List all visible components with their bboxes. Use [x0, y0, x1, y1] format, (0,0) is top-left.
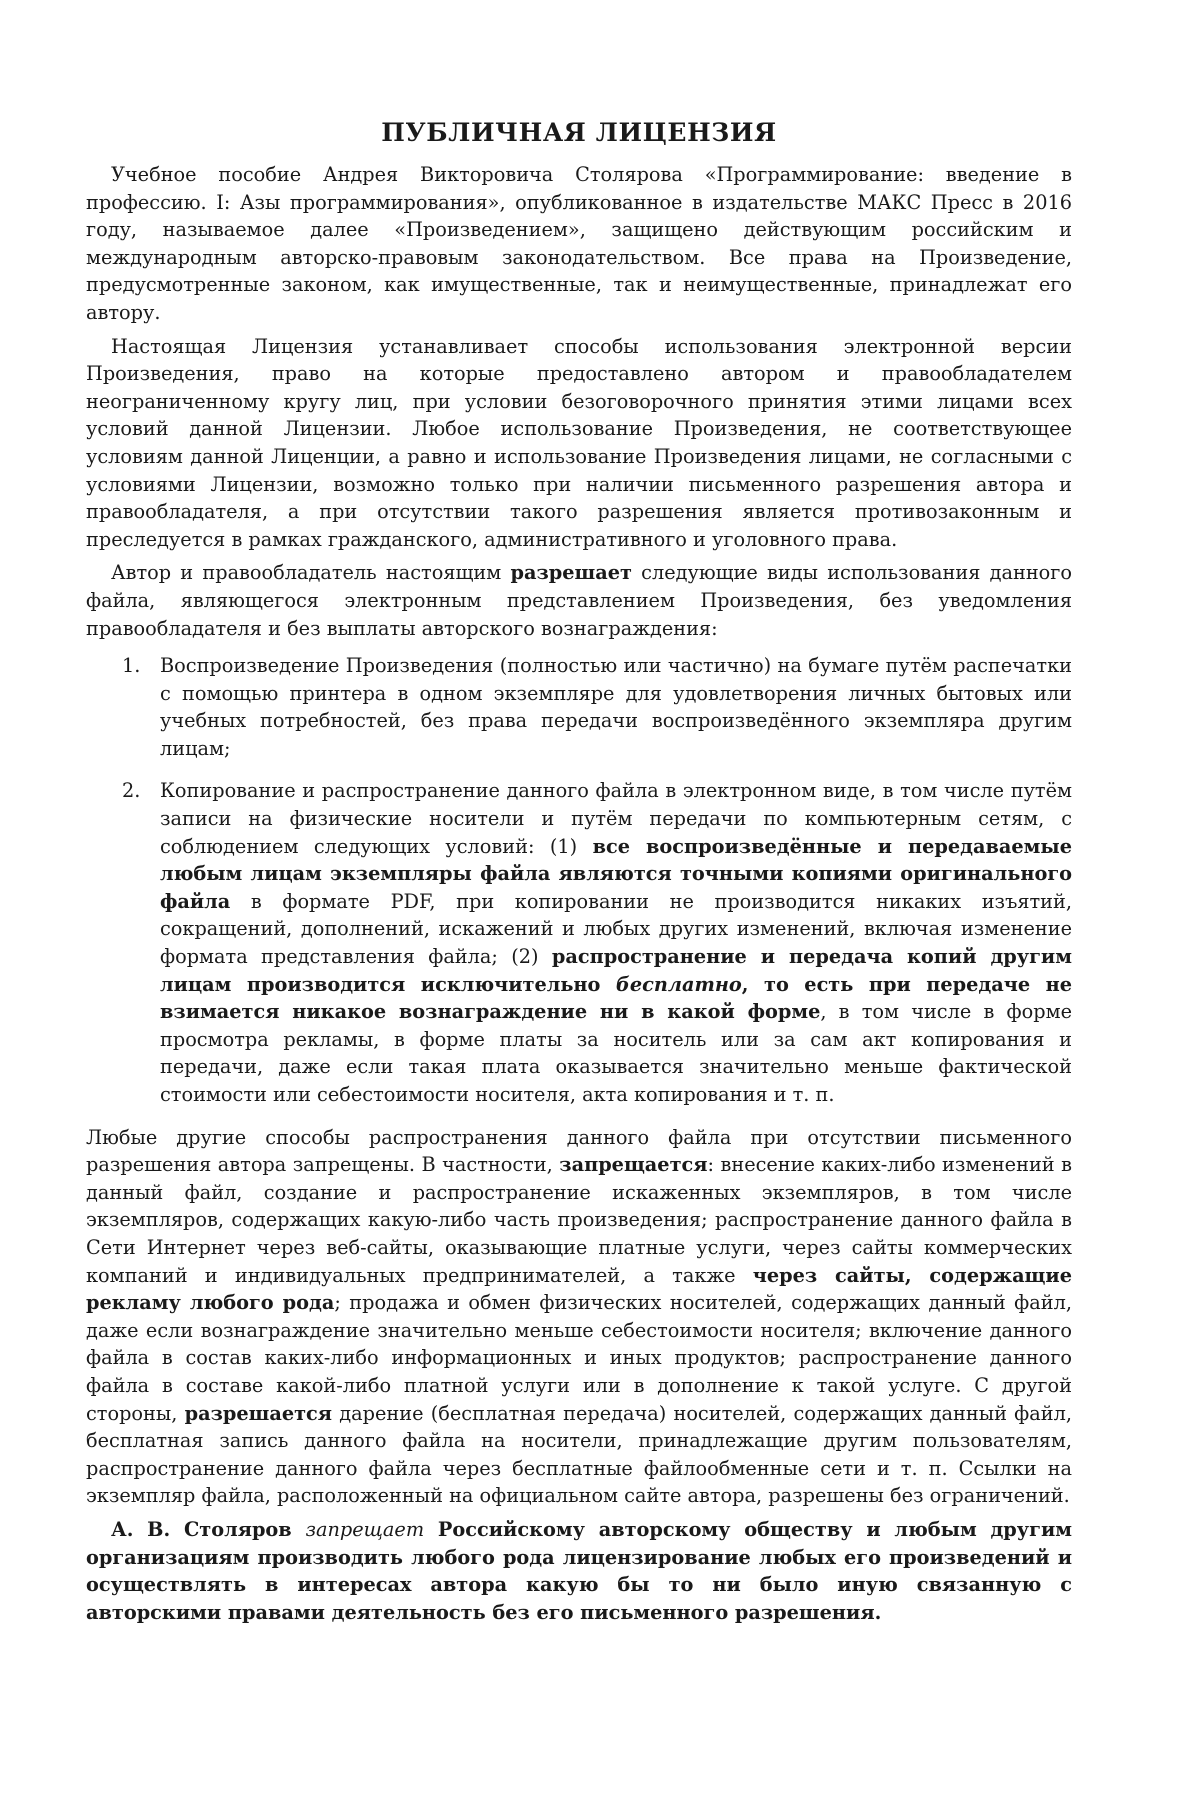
text-segment: распространение и передача копий другим лицам производится исключительно — [160, 945, 1072, 996]
paragraph-permissions-intro — [86, 559, 1072, 642]
paragraph-work-description: Учебное пособие Андрея Викторовича Столярова «Программирование: введение в профессию. I: Азы программирования», опубликованное в издательстве МАКС Пресс в 2016 году, называемое далее «Произведением», защищено действующим российским и международным авторско-правовым законодательством. Все права на Произведение, предусмотренные законом, как имущественные, так и неимущественные, принадлежат его автору. — [86, 163, 1072, 324]
list-item — [122, 652, 1072, 762]
bold-segment: через сайты, содержащие рекламу любого рода — [86, 1263, 1072, 1315]
page-title: ПУБЛИЧНАЯ ЛИЦЕНЗИЯ — [381, 118, 777, 147]
text-segment: дарение (бесплатная передача) носителей, содержащих данный файл, бесплатная запись данного файла на носители, принадлежащие другим пользователям, распространение данного файла через бесплатные файлообменные сети и т. п. Ссылки на экземпляр файла, расположенный на официальном сайте автора, разрешены без ограничений. — [86, 1401, 1073, 1508]
text-segment: Любые другие способы распространения данного файла при отсутствии письменного разрешения автора запрещены. В частности, — [86, 1125, 1072, 1177]
text-segment: : внесение каких-либо изменений в данный файл, создание и распространение искаженных экземпляров, в том числе экземпляров, содержащих какую-либо часть произведения; распространение данного файла в Сети Интернет через веб-сайты, оказывающие платные услуги, через сайты коммерческих компаний и индивидуальных предпринимателей, а также — [86, 1153, 1072, 1287]
list-item-number: 2. — [122, 779, 141, 803]
list-item — [122, 777, 1072, 1108]
bold-segment: разрешается — [184, 1401, 333, 1425]
bold-segment: разрешает — [510, 561, 632, 585]
permissions-list — [86, 652, 1072, 1109]
text-segment: Автор и правообладатель настоящим — [111, 561, 511, 585]
paragraph-prohibitions — [86, 1124, 1072, 1510]
text-segment: в формате PDF, при копировании не производится никаких изъятий, сокращений, дополнений, искажений и любых других изменений, включая изменение формата представления файла; (2) — [160, 889, 1072, 969]
text-segment: следующие виды использования данного файла, являющегося электронным представлением Произведения, без уведомления правообладателя и без выплаты авторского вознаграждения: — [86, 561, 1072, 640]
italic-segment: бесплатно — [615, 972, 742, 996]
list-item-number: 1. — [122, 654, 141, 678]
paragraph-author-statement — [86, 1516, 1072, 1626]
italic-segment: запрещает — [305, 1517, 425, 1541]
bold-segment: все воспроизведённые и передаваемые любым лицам экземпляры файла являются точными копиями оригинального файла — [160, 834, 1072, 913]
bold-segment: запрещается — [559, 1153, 708, 1177]
text-segment: Российскому авторскому обществу и любым другим организациям производить любого рода лицензирование любых его произведений и осуществлять в интересах автора какую бы то ни было иную связанную с авторскими правами деятельность без его письменного разрешения. — [86, 1517, 1072, 1624]
text-segment: , в том числе в форме просмотра рекламы, в форме платы за носитель или за сам акт копирования и передачи, даже если такая плата оказывается значительно меньше фактической стоимости или себестоимости носителя, акта копирования и т. п. — [160, 1000, 1072, 1106]
list-item-text: Воспроизведение Произведения (полностью или частично) на бумаге путём распечатки с помощью принтера в одном экземпляре для удовлетворения личных бытовых или учебных потребностей, без права передачи воспроизведённого экземпляра другим лицам; — [160, 654, 1072, 760]
text-segment: ; продажа и обмен физических носителей, содержащих данный файл, даже если вознаграждение значительно меньше себестоимости носителя; включение данного файла в состав каких-либо информационных и иных продуктов; распространение данного файла в составе какой-либо платной услуги или в дополнение к такой услуге. С другой стороны, — [86, 1291, 1072, 1425]
text-segment: Копирование и распространение данного файла в электронном виде, в том числе путём записи на физические носители и путём передачи по компьютерным сетям, с соблюдением следующих условий: (1) — [160, 779, 1072, 858]
author-name: А. В. Столяров — [111, 1517, 306, 1541]
text-segment: , то есть при передаче не взимается никакое вознаграждение ни в какой форме — [160, 972, 1072, 1024]
paragraph-license-scope: Настоящая Лицензия устанавливает способы использования электронной версии Произведения, право на которые предоставлено автором и правообладателем неограниченному кругу лиц, при условии безоговорочного принятия этими лицами всех условий данной Лицензии. Любое использование Произведения, не соответствующее условиям данной Лиценции, а равно и использование Произведения лицами, не согласными с условиями Лицензии, возможно только при наличии письменного разрешения автора и правообладателя, а при отсутствии такого разрешения является противозаконным и преследуется в рамках гражданского, административного и уголовного права. — [86, 334, 1072, 551]
